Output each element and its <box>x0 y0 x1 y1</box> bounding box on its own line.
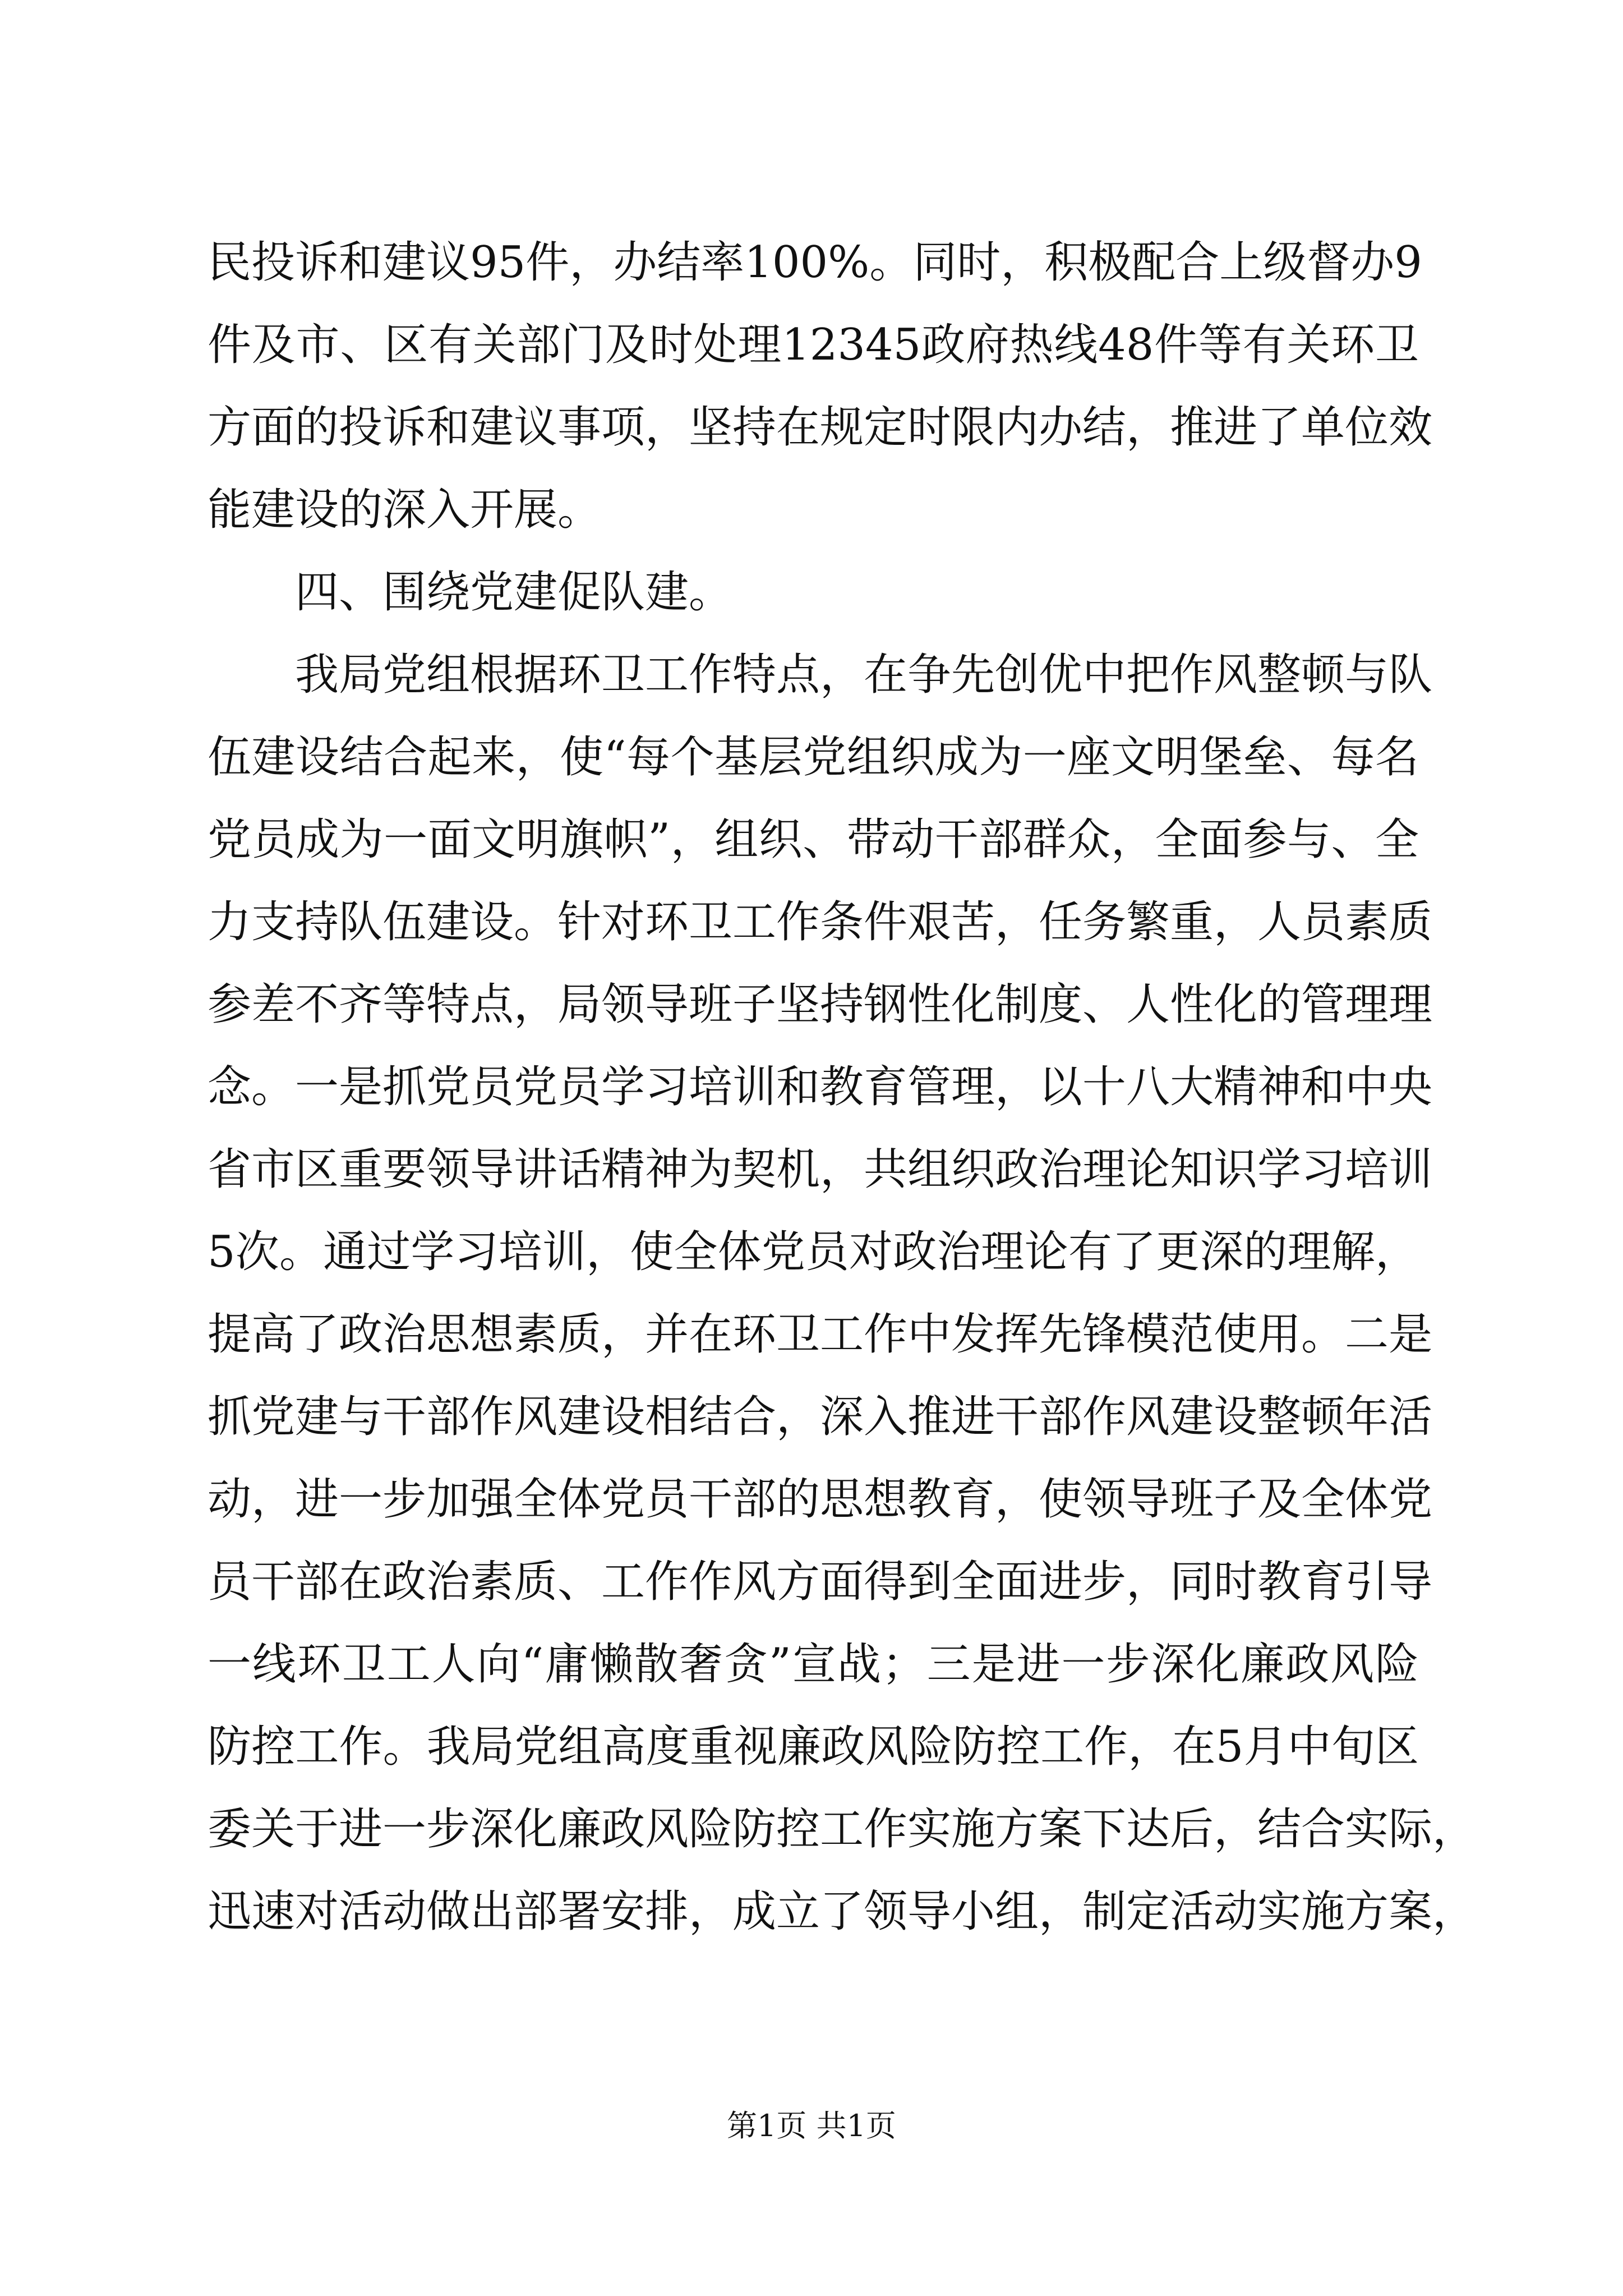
text-line: 能建设的深入开展。 <box>208 485 602 535</box>
text-line: 念。一是抓党员党员学习培训和教育管理，以十八大精神和中央 <box>208 1062 1433 1112</box>
text-line: 民投诉和建议95件，办结率100%。同时，积极配合上级督办9 <box>208 237 1422 288</box>
text-line: 件及市、区有关部门及时处理12345政府热线48件等有关环卫 <box>208 320 1419 370</box>
text-line: 提高了政治思想素质，并在环卫工作中发挥先锋模范使用。二是 <box>208 1309 1433 1360</box>
text-line: 委关于进一步深化廉政风险防控工作实施方案下达后，结合实际， <box>208 1804 1477 1855</box>
text-line: 员干部在政治素质、工作作风方面得到全面进步，同时教育引导 <box>208 1557 1433 1607</box>
text-line: 伍建设结合起来，使“每个基层党组织成为一座文明堡垒、每名 <box>208 732 1419 783</box>
text-line: 四、围绕党建促队建。 <box>295 567 733 618</box>
text-line: 5次。通过学习培训，使全体党员对政治理论有了更深的理解， <box>208 1227 1419 1277</box>
text-line: 省市区重要领导讲话精神为契机，共组织政治理论知识学习培训 <box>208 1144 1433 1195</box>
text-line: 我局党组根据环卫工作特点，在争先创优中把作风整顿与队 <box>295 650 1433 700</box>
page-footer: 第1页 共1页 <box>727 2108 896 2143</box>
text-line: 防控工作。我局党组高度重视廉政风险防控工作，在5月中旬区 <box>208 1722 1419 1772</box>
text-line: 迅速对活动做出部署安排，成立了领导小组，制定活动实施方案， <box>208 1887 1477 1937</box>
text-line: 动，进一步加强全体党员干部的思想教育，使领导班子及全体党 <box>208 1474 1433 1525</box>
text-line: 方面的投诉和建议事项，坚持在规定时限内办结，推进了单位效 <box>208 402 1433 453</box>
text-line: 党员成为一面文明旗帜”，组织、带动干部群众，全面参与、全 <box>208 815 1419 865</box>
text-line: 参差不齐等特点，局领导班子坚持钢性化制度、人性化的管理理 <box>208 979 1433 1030</box>
text-line: 抓党建与干部作风建设相结合，深入推进干部作风建设整顿年活 <box>208 1392 1433 1442</box>
text-line: 力支持队伍建设。针对环卫工作条件艰苦，任务繁重，人员素质 <box>208 897 1433 947</box>
body-text <box>208 222 1477 1953</box>
text-line: 一线环卫工人向“庸懒散奢贪”宣战；三是进一步深化廉政风险 <box>208 1639 1419 1690</box>
